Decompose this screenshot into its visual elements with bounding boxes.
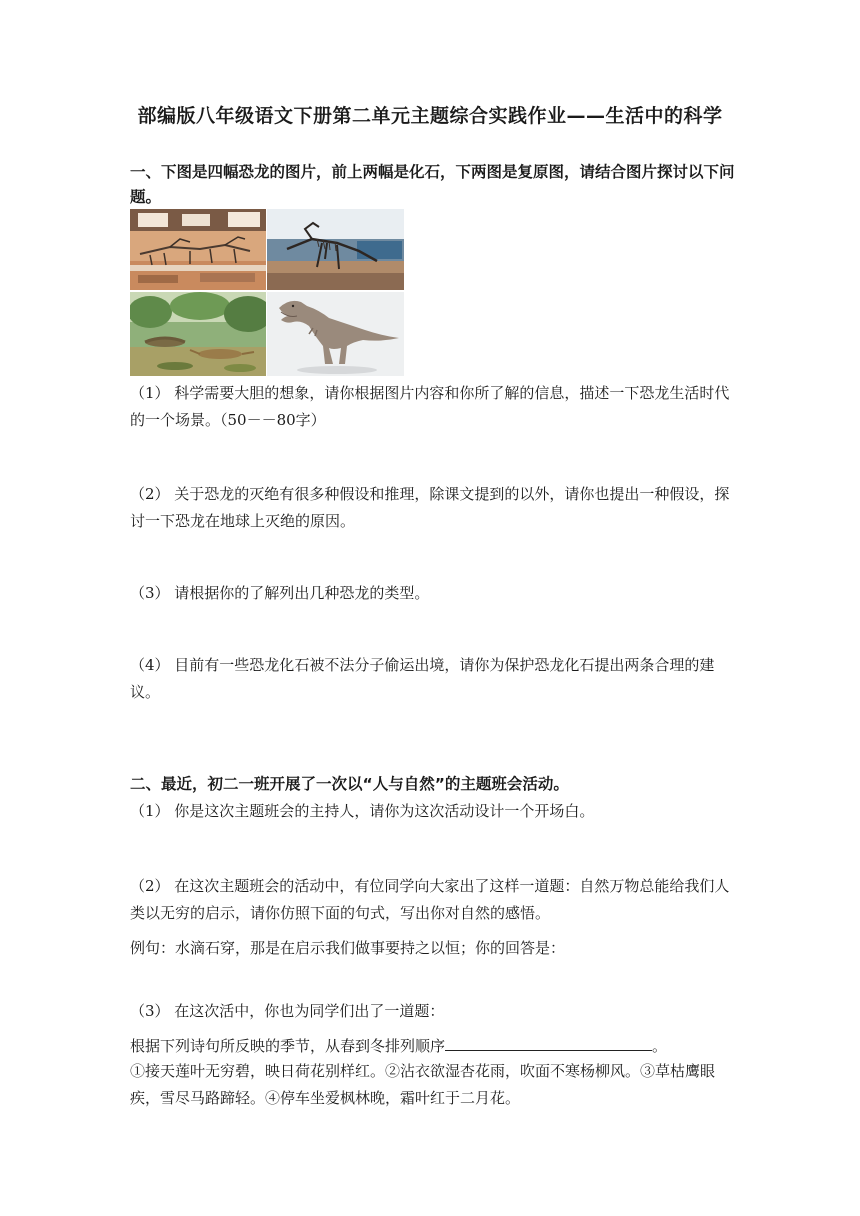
section-1-question-3: （3） 请根据你的了解列出几种恐龙的类型。	[130, 584, 430, 602]
section-1-question-4: （4） 目前有一些恐龙化石被不法分子偷运出境，请你为保护恐龙化石提出两条合理的建议。	[130, 656, 715, 701]
section-2-example: 例句：水滴石穿，那是在启示我们做事要持之以恒；你的回答是：	[130, 939, 566, 957]
section-2-question-1: （1） 你是这次主题班会的主持人，请你为这次活动设计一个开场白。	[130, 802, 595, 820]
document-title: 部编版八年级语文下册第二单元主题综合实践作业——生活中的科学	[137, 105, 723, 127]
fossil-image-skeleton-display	[267, 209, 404, 290]
section-1-heading: 一、下图是四幅恐龙的图片，前上两幅是化石，下两图是复原图，请结合图片探讨以下问题。	[130, 163, 735, 206]
section-1-question-2: （2） 关于恐龙的灭绝有很多种假设和推理，除课文提到的以外，请你也提出一种假设，探讨一下恐龙在地球上灭绝的原因。	[130, 485, 730, 530]
section-2-question-3: （3） 在这次活中，你也为同学们出了一道题：	[130, 1002, 445, 1020]
section-2-poems: ①接天莲叶无穷碧，映日荷花别样红。②沾衣欲湿杏花雨，吹面不寒杨柳风。③草枯鹰眼疾，雪尽马路蹄轻。④停车坐爱枫林晚，霜叶红于二月花。	[130, 1062, 716, 1107]
prompt-text: 根据下列诗句所反映的季节，从春到冬排列顺序	[130, 1037, 446, 1055]
prompt-end: 。	[652, 1037, 668, 1055]
section-2-question-2: （2） 在这次主题班会的活动中，有位同学向大家出了这样一道题：自然万物总能给我们人类以无穷的启示，请你仿照下面的句式，写出你对自然的感悟。	[130, 877, 730, 922]
section-2-question-3-prompt	[130, 1033, 735, 1060]
restoration-image-dinosaurs-in-jungle	[130, 292, 266, 376]
restoration-image-trex-model	[267, 292, 404, 376]
section-2-heading: 二、最近，初二一班开展了一次以“人与自然”的主题班会活动。	[130, 775, 569, 793]
section-1-question-1: （1） 科学需要大胆的想象，请你根据图片内容和你所了解的信息，描述一下恐龙生活时代的一个场景。（50－－80字）	[130, 384, 730, 429]
answer-blank[interactable]	[445, 1033, 652, 1051]
fossil-image-museum-hall	[130, 209, 266, 290]
